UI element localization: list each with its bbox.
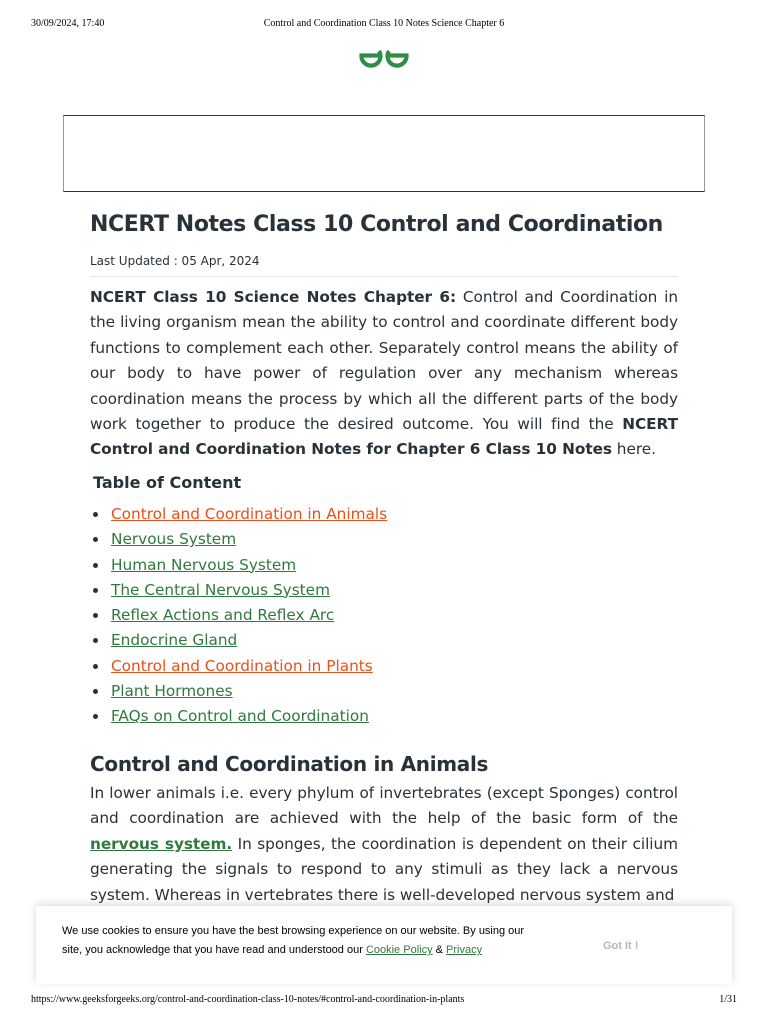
last-updated: Last Updated : 05 Apr, 2024 <box>90 254 260 268</box>
intro-lead: NCERT Class 10 Science Notes Chapter 6: <box>90 288 457 306</box>
toc-heading: Table of Content <box>93 473 242 492</box>
toc-item <box>90 628 387 653</box>
toc-item <box>90 679 387 704</box>
bullet-icon <box>93 638 98 643</box>
cookie-policy-link[interactable]: Cookie Policy <box>365 944 433 956</box>
toc-item <box>90 578 387 603</box>
print-url: https://www.geeksforgeeks.org/control-and-coordination-class-10-notes/#control-and-coordination-in-plants <box>31 994 465 1005</box>
toc-link-nervous-system[interactable]: Nervous System <box>111 530 237 549</box>
ad-placeholder <box>63 115 705 192</box>
intro-tail-bold: NCERT Control and Coordination Notes for Chapter 6 Class 10 Notes <box>90 415 678 459</box>
cookie-banner <box>36 906 732 984</box>
section-text-start: In lower animals i.e. every phylum of invertebrates (except Sponges) control and coordination are achieved with the help of the basic form of the <box>90 784 678 828</box>
toc-item <box>90 654 387 679</box>
print-document-title: Control and Coordination Class 10 Notes Science Chapter 6 <box>263 18 505 29</box>
page-number: 1/31 <box>719 994 737 1005</box>
bullet-icon <box>93 613 98 618</box>
toc-item <box>90 527 387 552</box>
table-of-content <box>90 502 387 730</box>
toc-link-human-nervous-system[interactable]: Human Nervous System <box>111 555 297 574</box>
toc-link-plant-hormones[interactable]: Plant Hormones <box>111 682 233 701</box>
cookie-text: We use cookies to ensure you have the best browsing experience on our website. By using our site, you acknowledge that you have read and understood our <box>62 925 525 956</box>
toc-link-endocrine-gland[interactable]: Endocrine Gland <box>111 631 238 650</box>
got-it-button[interactable]: Got It ! <box>603 940 639 952</box>
article-title: NCERT Notes Class 10 Control and Coordination <box>90 212 663 237</box>
bullet-icon <box>93 563 98 568</box>
toc-link-plants[interactable]: Control and Coordination in Plants <box>111 656 373 675</box>
nervous-system-link[interactable]: nervous system. <box>90 834 233 853</box>
bullet-icon <box>93 689 98 694</box>
intro-tail: here. <box>612 440 656 459</box>
toc-item <box>90 502 387 527</box>
bullet-icon <box>93 588 98 593</box>
section-heading: Control and Coordination in Animals <box>90 752 489 776</box>
section-paragraph <box>90 781 678 908</box>
toc-item <box>90 704 387 729</box>
print-datetime: 30/09/2024, 17:40 <box>31 18 105 29</box>
intro-paragraph <box>90 285 678 463</box>
bullet-icon <box>93 512 98 517</box>
privacy-link[interactable]: Privacy <box>446 944 483 956</box>
toc-link-reflex-actions[interactable]: Reflex Actions and Reflex Arc <box>111 606 335 625</box>
toc-item <box>90 603 387 628</box>
print-header <box>31 18 737 30</box>
toc-item <box>90 553 387 578</box>
intro-body: Control and Coordination in the living organism mean the ability to control and coordinate different body functions to complement each other. Separately control means the ability of our body to have power of regulation over any mechanism whereas coordination means the process by which all the different parts of the body work together to produce the desired outcome. You will find the <box>90 288 678 434</box>
print-footer <box>31 994 737 1006</box>
title-divider <box>90 276 678 277</box>
cookie-message <box>62 922 542 960</box>
toc-link-animals[interactable]: Control and Coordination in Animals <box>111 505 388 523</box>
toc-link-central-nervous-system[interactable]: The Central Nervous System <box>111 580 330 599</box>
bullet-icon <box>93 714 98 719</box>
toc-link-faqs[interactable]: FAQs on Control and Coordination <box>111 707 369 726</box>
bullet-icon <box>93 537 98 542</box>
bullet-icon <box>93 664 98 669</box>
cookie-separator: & <box>432 944 447 956</box>
geeksforgeeks-logo-icon[interactable] <box>357 42 411 69</box>
section-text-end: In sponges, the coordination is dependent on their cilium generating the signals to respond to any stimuli as they lack a nervous system. Whereas in vertebrates there is well-developed nervous system and <box>90 834 678 904</box>
